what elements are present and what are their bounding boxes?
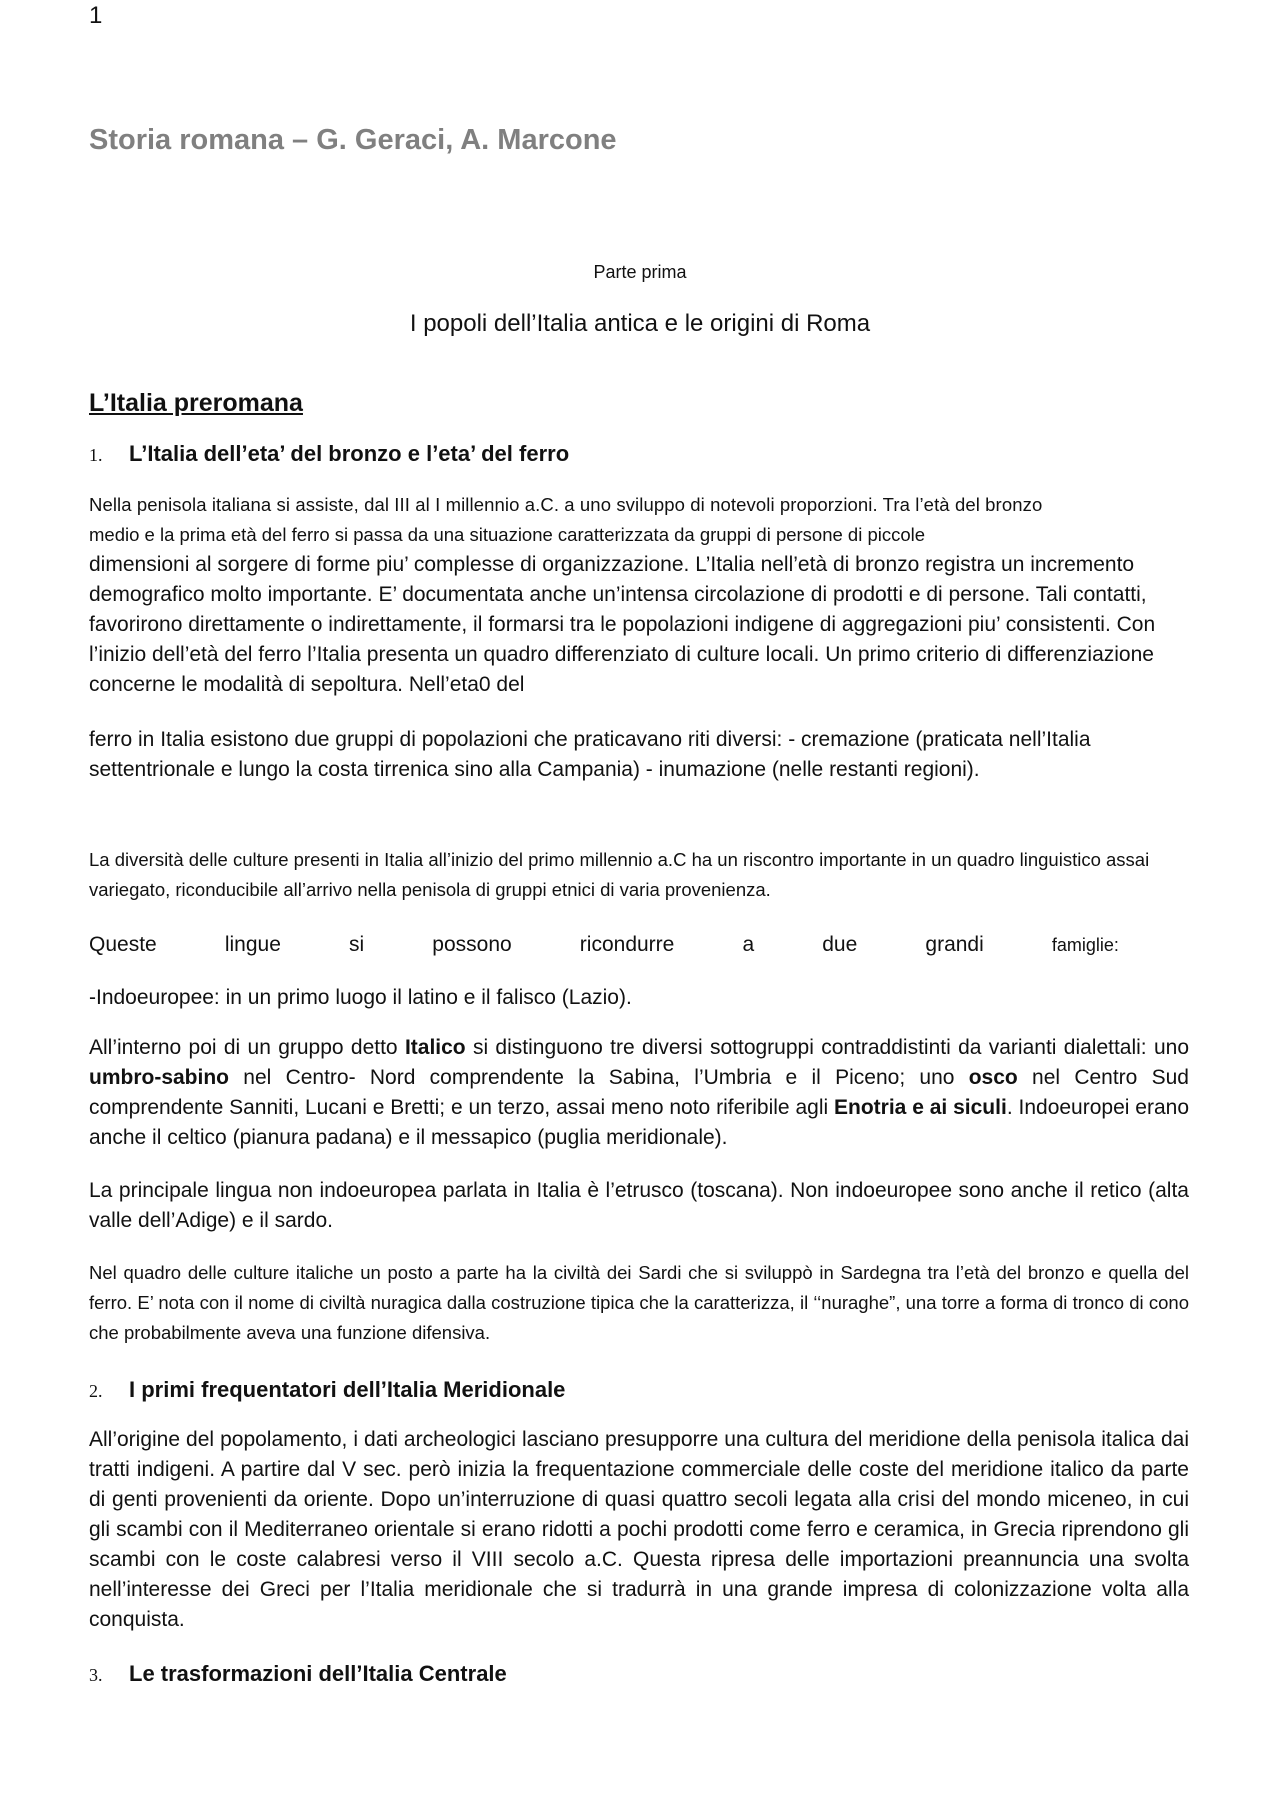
paragraph-1-line-1: Nella penisola italiana si assiste, dal III al I millennio a.C. a uno sviluppo di notevoli proporzioni. Tra l’età del bronzo (89, 494, 1043, 515)
paragraph-6 (89, 1033, 1189, 1153)
bold-term: Italico (404, 1036, 466, 1059)
paragraph-5: -Indoeuropee: in un primo luogo il latino e il falisco (Lazio). (89, 986, 632, 1009)
part-label-text: Parte prima (593, 262, 687, 282)
subheading-3 (89, 1661, 507, 1687)
paragraph-9: All’origine del popolamento, i dati archeologici lasciano presupporre una cultura del meridione della penisola italica dai tratti indigeni. A partire dal V sec. però inizia la frequentazione commerciale delle coste del meridione italico da parte di genti provenienti da oriente. Dopo un’interruzione di quasi quattro secoli legata alla crisi del mondo miceneo, in cui gli scambi con il Mediterraneo orientale si erano ridotti a pochi prodotti come ferro e ceramica, in Grecia riprendono gli scambi con le coste calabresi verso il VIII secolo a.C. Questa ripresa delle importazioni preannuncia una svolta nell’interesse dei Greci per l’Italia meridionale che si tradurrà in una grande impresa di colonizzazione volta alla conquista. (89, 1428, 1189, 1631)
bold-term: umbro-sabino (89, 1066, 229, 1089)
subheading-text: I primi frequentatori dell’Italia Meridionale (129, 1377, 566, 1402)
word: lingue (224, 933, 281, 956)
subheading-number: 2. (89, 1381, 103, 1401)
bold-term: osco (968, 1066, 1018, 1089)
paragraph-7: La principale lingua non indoeuropea parlata in Italia è l’etrusco (toscana). Non indoeuropee sono anche il retico (alta valle dell’Adige) e il sardo. (89, 1179, 1189, 1232)
paragraph-1-line-2: medio e la prima età del ferro si passa da una situazione caratterizzata da gruppi di persone di piccole (89, 524, 926, 545)
word: ricondurre (579, 933, 675, 956)
text-run: si distinguono tre diversi sottogruppi contraddistinti da varianti dialettali: uno (465, 1036, 1189, 1059)
subheading-number: 1. (89, 445, 103, 465)
word: possono (432, 933, 512, 956)
subheading-1 (89, 441, 569, 467)
section-heading: L’Italia preromana (89, 389, 303, 417)
bold-term: Enotria e ai siculi (834, 1096, 1007, 1119)
word: grandi (925, 933, 984, 956)
part-title-text: I popoli dell’Italia antica e le origini di Roma (409, 310, 871, 337)
subheading-text: Le trasformazioni dell’Italia Centrale (129, 1661, 507, 1686)
word: due (822, 933, 858, 956)
subheading-2 (89, 1377, 565, 1403)
paragraph-8: Nel quadro delle culture italiche un posto a parte ha la civiltà dei Sardi che si sviluppò in Sardegna tra l’età del bronzo e quella del ferro. E’ nota con il nome di civiltà nuragica dalla costruzione tipica che la caratterizza, il ‘‘nuraghe”, una torre a forma di tronco di cono che probabilmente aveva una funzione difensiva. (89, 1262, 1189, 1343)
text-run: . Indoeuropei erano anche il celtico (pianura padana) e il messapico (puglia meridionale). (89, 1096, 1189, 1149)
text-run: nel Centro Sud comprendente Sanniti, Lucani e Bretti; e un terzo, assai meno noto riferibile agli (89, 1066, 1189, 1119)
document-title: Storia romana – G. Geraci, A. Marcone (89, 124, 617, 156)
word: si (349, 933, 365, 956)
paragraph-1-rest: dimensioni al sorgere di forme piu’ complesse di organizzazione. L’Italia nell’età di bronzo registra un incremento demografico molto importante. E’ documentata anche un’intensa circolazione di prodotti e di persone. Tali contatti, favorirono direttamente o indirettamente, il formarsi tra le popolazioni indigene di aggregazioni piu’ consistenti. Con l’inizio dell’età del ferro l’Italia presenta un quadro differenziato di culture locali. Un primo criterio di differenziazione concerne le modalità di sepoltura. Nell’eta0 del (89, 553, 1156, 696)
paragraph-1 (89, 490, 1189, 700)
word: famiglie: (1051, 935, 1119, 955)
part-title (0, 310, 1280, 338)
word: Queste (89, 933, 157, 956)
paragraph-3: La diversità delle culture presenti in Italia all’inizio del primo millennio a.C ha un riscontro importante in un quadro linguistico assai variegato, riconducibile all’arrivo nella penisola di gruppi etnici di varia provenienza. (89, 849, 1150, 900)
word: a (742, 933, 755, 956)
subheading-text: L’Italia dell’eta’ del bronzo e l’eta’ del ferro (129, 441, 570, 466)
page-number: 1 (89, 2, 103, 29)
subheading-number: 3. (89, 1665, 103, 1685)
part-label (0, 262, 1280, 283)
paragraph-2: ferro in Italia esistono due gruppi di popolazioni che praticavano riti diversi: - cremazione (praticata nell’Italia settentrionale e lungo la costa tirrenica sino alla Campania) - inumazione (nelle restanti regioni). (89, 728, 1091, 781)
text-run: All’interno poi di un gruppo detto (89, 1036, 405, 1059)
text-run: nel Centro- Nord comprendente la Sabina, l’Umbria e il Piceno; uno (229, 1066, 969, 1089)
paragraph-4-spread-line (89, 930, 1119, 960)
